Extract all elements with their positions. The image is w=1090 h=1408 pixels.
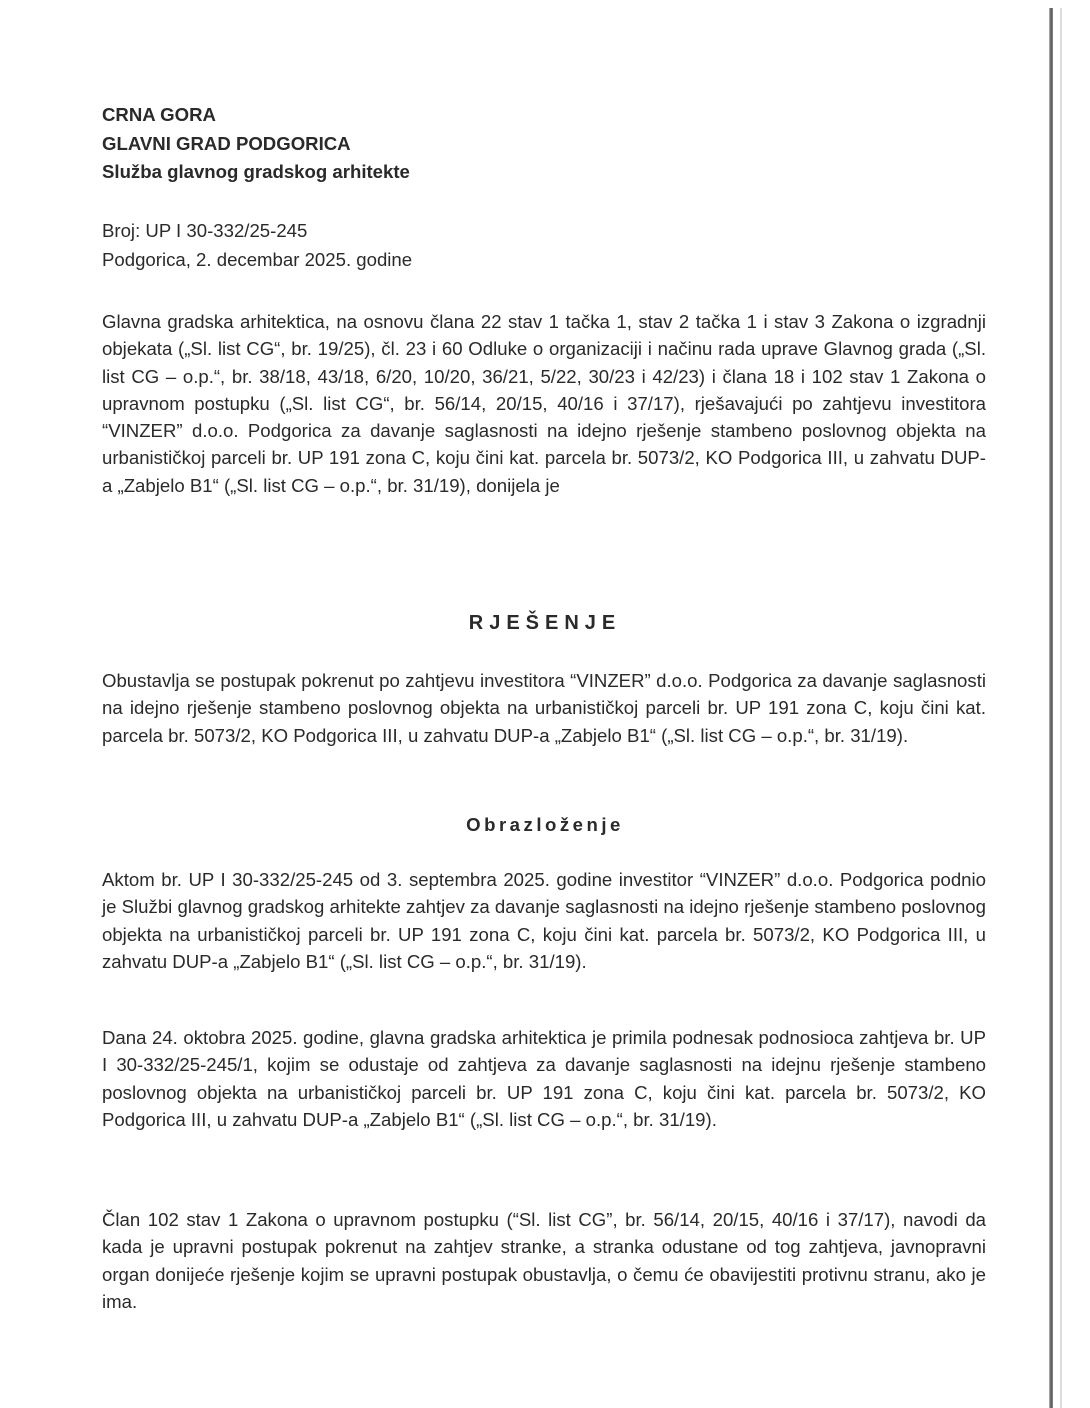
paragraph-text: Dana 24. oktobra 2025. godine, glavna gradska arhitektica je primila podnesak podnosioca zahtjeva br. UP I 30-332/25-245/1, kojim se odustaje od zahtjeva za davanje saglasnosti na idejnu rješenje stambeno poslovnog objekta na urbanističkoj parceli br. UP 191 zona C, koju čini kat. parcela br. 5073/2, KO Podgorica III, u zahvatu DUP-a „Zabjelo B1“ („Sl. list CG – o.p.“, br. 31/19).	[102, 1027, 986, 1130]
reasoning-paragraph-3	[102, 1206, 986, 1315]
reference-block	[102, 217, 986, 274]
header-city: GLAVNI GRAD PODGORICA	[102, 132, 351, 154]
reasoning-title: Obrazloženje	[466, 814, 624, 835]
preamble	[102, 308, 986, 499]
paragraph-text: Član 102 stav 1 Zakona o upravnom postupku (“Sl. list CG”, br. 56/14, 20/15, 40/16 i 37/17), navodi da kada je upravni postupak pokrenut na zahtjev stranke, a stranka odustane od tog zahtjeva, javnopravni organ donijeće rješenje kojim se upravni postupak obustavlja, o čemu će obavijestiti protivnu stranu, ako je ima.	[102, 1209, 986, 1312]
paragraph-text: Aktom br. UP I 30-332/25-245 od 3. septembra 2025. godine investitor “VINZER” d.o.o. Podgorica podnio je Službi glavnog gradskog arhitekte zahtjev za davanje saglasnosti na idejno rješenje stambeno poslovnog objekta na urbanističkoj parceli br. UP 191 zona C, koju čini kat. parcela br. 5073/2, KO Podgorica III, u zahvatu DUP-a „Zabjelo B1“ („Sl. list CG – o.p.“, br. 31/19).	[102, 869, 986, 972]
reference-number: Broj: UP I 30-332/25-245	[102, 220, 308, 241]
document-header	[102, 101, 986, 187]
preamble-text: Glavna gradska arhitektica, na osnovu člana 22 stav 1 tačka 1, stav 2 tačka 1 i stav 3 Zakona o izgradnji objekata („Sl. list CG“, br. 19/25), čl. 23 i 60 Odluke o organizaciji i načinu rada uprave Glavnog grada („Sl. list CG – o.p.“, br. 38/18, 43/18, 6/20, 10/20, 36/21, 5/22, 30/23 i 42/23) i člana 18 i 102 stav 1 Zakona o upravnom postupku („Sl. list CG“, br. 56/14, 20/15, 40/16 i 37/17), rješavajući po zahtjevu investitora “VINZER” d.o.o. Podgorica za davanje saglasnosti na idejno rješenje stambeno poslovnog objekta na urbanističkoj parceli br. UP 191 zona C, koju čini kat. parcela br. 5073/2, KO Podgorica III, u zahvatu DUP-a „Zabjelo B1“ („Sl. list CG – o.p.“, br. 31/19), donijela je	[102, 311, 986, 496]
scan-edge	[1049, 8, 1053, 1408]
place-date: Podgorica, 2. decembar 2025. godine	[102, 248, 413, 270]
decision-title: RJEŠENJE	[468, 612, 622, 634]
header-service: Služba glavnog gradskog arhitekte	[102, 161, 410, 182]
header-country: CRNA GORA	[102, 104, 216, 125]
reasoning-paragraph-1	[102, 866, 986, 975]
scan-edge-light	[1060, 8, 1062, 1408]
reasoning-paragraph-2	[102, 1024, 986, 1133]
decision-text: Obustavlja se postupak pokrenut po zahtjevu investitora “VINZER” d.o.o. Podgorica za davanje saglasnosti na idejno rješenje stambeno poslovnog objekta na urbanističkoj parceli br. UP 191 zona C, koju čini kat. parcela br. 5073/2, KO Podgorica III, u zahvatu DUP-a „Zabjelo B1“ („Sl. list CG – o.p.“, br. 31/19).	[102, 670, 986, 746]
decision	[102, 667, 986, 749]
